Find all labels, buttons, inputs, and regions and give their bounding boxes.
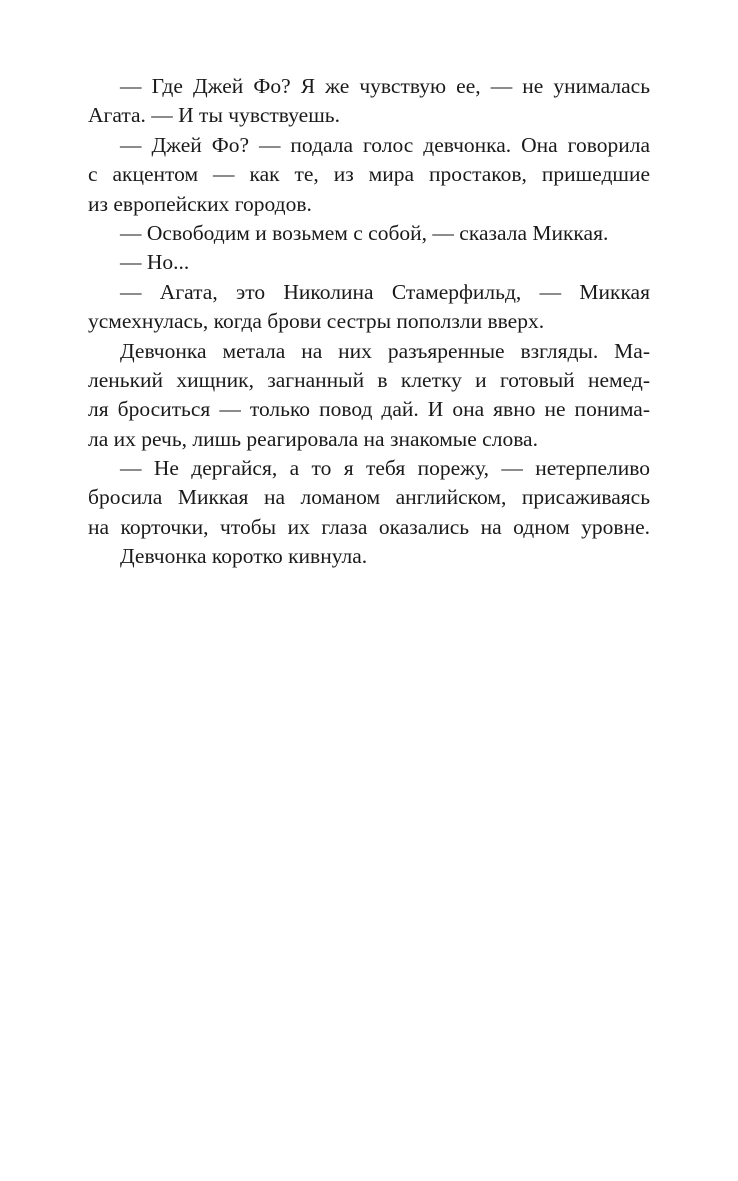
text-line: — Освободим и возьмем с собой, — сказала Миккая. — [120, 220, 609, 245]
paragraph — [88, 542, 650, 571]
paragraph — [88, 337, 650, 455]
paragraph — [88, 131, 650, 219]
paragraph — [88, 72, 650, 131]
text-line: с акцентом — как те, из мира простаков, пришедшие — [88, 162, 650, 187]
text-line: Девчонка коротко кивнула. — [120, 544, 368, 569]
text-line: бросила Миккая на ломаном английском, присаживаясь — [88, 485, 650, 510]
paragraph — [88, 248, 650, 277]
text-line: усмехнулась, когда брови сестры поползли вверх. — [88, 309, 545, 334]
text-line: ла их речь, лишь реагировала на знакомые слова. — [88, 426, 538, 451]
text-line: — Джей Фо? — подала голос девчонка. Она говорила — [120, 132, 650, 157]
paragraph — [88, 454, 650, 542]
text-line: — Агата, это Николина Стамерфильд, — Миккая — [120, 279, 650, 304]
page-text — [88, 72, 650, 572]
text-line: — Не дергайся, а то я тебя порежу, — нетерпеливо — [120, 456, 650, 481]
paragraph — [88, 219, 650, 248]
text-line: — Где Джей Фо? Я же чувствую ее, — не унималась — [120, 74, 650, 98]
text-line: Девчонка метала на них разъяренные взгляды. Ма- — [120, 338, 650, 363]
text-line: Агата. — И ты чувствуешь. — [88, 103, 340, 128]
text-line: ленький хищник, загнанный в клетку и готовый немед- — [88, 367, 650, 392]
text-line: из европейских городов. — [88, 191, 312, 216]
text-line: — Но... — [120, 250, 190, 275]
text-line: на корточки, чтобы их глаза оказались на одном уровне. — [88, 514, 650, 539]
paragraph — [88, 278, 650, 337]
text-line: ля броситься — только повод дай. И она явно не понима- — [88, 397, 650, 422]
